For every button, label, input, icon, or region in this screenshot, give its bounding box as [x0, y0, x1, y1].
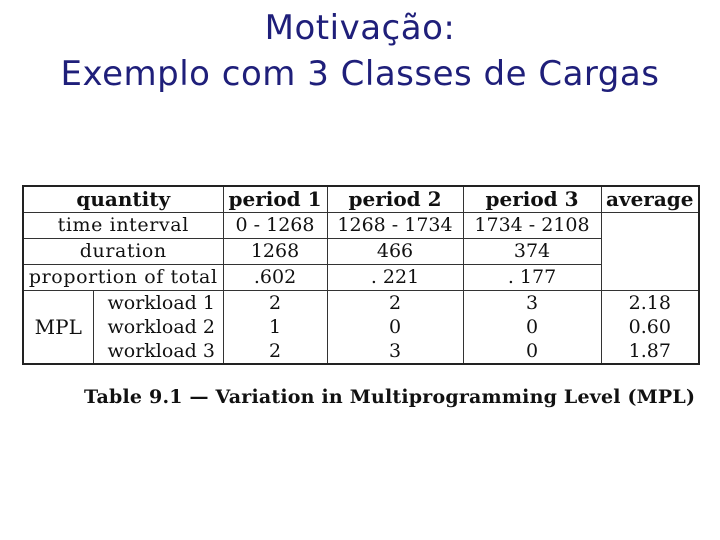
header-period-3: period 3: [463, 186, 601, 213]
table-cell: 374: [463, 239, 601, 265]
header-period-1: period 1: [223, 186, 327, 213]
table-cell: 0: [463, 315, 601, 339]
table-cell-average: 1.87: [601, 339, 699, 364]
header-quantity: quantity: [23, 186, 223, 213]
table-cell-average: 2.18: [601, 291, 699, 316]
slide-title-line-1: Motivação:: [264, 8, 456, 48]
table-cell-average: 0.60: [601, 315, 699, 339]
table-row: [23, 339, 699, 364]
table-cell: 1268: [223, 239, 327, 265]
table-cell: 0 - 1268: [223, 213, 327, 239]
table-cell: 2: [327, 291, 463, 316]
average-empty-cell: [601, 213, 699, 291]
row-label-duration: duration: [23, 239, 223, 265]
table-row: [23, 265, 699, 291]
table-cell: 2: [223, 291, 327, 316]
mpl-row-label: MPL: [23, 291, 93, 365]
row-label-time-interval: time interval: [23, 213, 223, 239]
table-cell: 0: [327, 315, 463, 339]
table-row: [23, 315, 699, 339]
scanned-table-image: [22, 185, 698, 375]
table-cell: 3: [327, 339, 463, 364]
table-cell: 3: [463, 291, 601, 316]
table-cell: 1734 - 2108: [463, 213, 601, 239]
table-caption: Table 9.1 — Variation in Multiprogramming Level (MPL): [84, 386, 696, 408]
table-cell: 1: [223, 315, 327, 339]
table-cell: 2: [223, 339, 327, 364]
table-row: [23, 239, 699, 265]
workload-label: workload 2: [93, 315, 223, 339]
slide-title-line-2: Exemplo com 3 Classes de Cargas: [60, 54, 660, 94]
header-period-2: period 2: [327, 186, 463, 213]
workload-label: workload 1: [93, 291, 223, 316]
row-label-proportion: proportion of total: [23, 265, 223, 291]
header-average: average: [601, 186, 699, 213]
table-header-row: [23, 186, 699, 213]
table-cell: 466: [327, 239, 463, 265]
table-cell: 1268 - 1734: [327, 213, 463, 239]
table-row: [23, 291, 699, 316]
mpl-table: [22, 185, 700, 365]
table-cell: .602: [223, 265, 327, 291]
table-cell: . 177: [463, 265, 601, 291]
workload-label: workload 3: [93, 339, 223, 364]
table-cell: 0: [463, 339, 601, 364]
table-row: [23, 213, 699, 239]
table-cell: . 221: [327, 265, 463, 291]
